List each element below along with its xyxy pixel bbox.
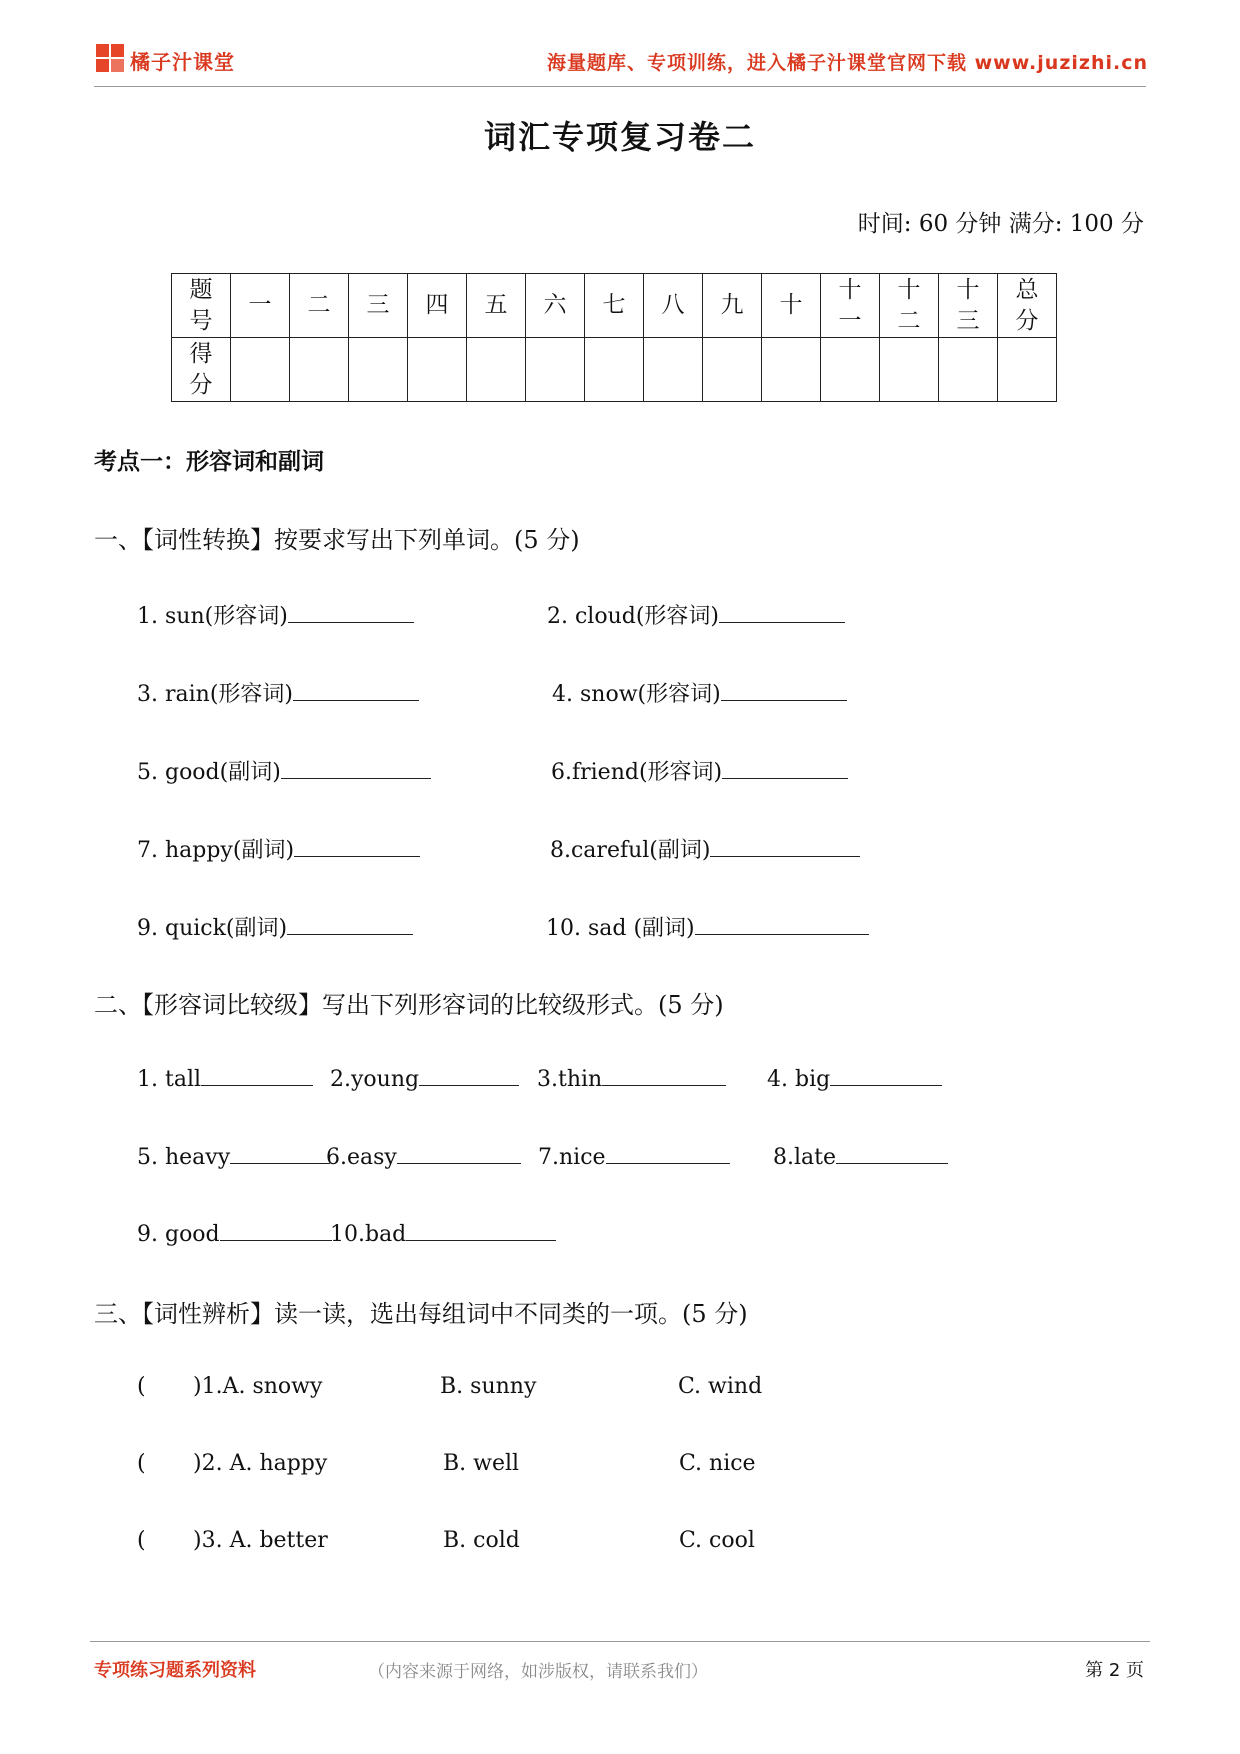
footer-copyright-note: （内容来源于网络，如涉版权，请联系我们） [368,1662,708,1682]
score-cell[interactable] [939,338,998,402]
question-item: 1. tall [137,1065,313,1092]
answer-blank[interactable] [419,1065,519,1086]
table-label-number: 题 号 [172,274,231,338]
answer-blank[interactable] [719,602,845,623]
score-table [171,273,1057,402]
answer-blank[interactable] [293,680,419,701]
question-item: 8.careful(副词) [550,833,860,864]
table-col: 二 [290,274,349,338]
choice-option-c: C. cool [679,1528,755,1553]
choice-paren[interactable]: ( [137,1528,146,1553]
score-cell[interactable] [998,338,1057,402]
footer-divider [90,1641,1150,1642]
choice-option-a: )1.A. snowy [193,1374,323,1399]
answer-blank[interactable] [606,1143,730,1164]
score-cell[interactable] [762,338,821,402]
score-cell[interactable] [408,338,467,402]
question-item: 5. good(副词) [137,755,431,786]
section1-heading: 一、【词性转换】按要求写出下列单词。(5 分) [94,526,580,554]
table-col: 十 一 [821,274,880,338]
table-col: 四 [408,274,467,338]
time-info: 时间: 60 分钟 满分: 100 分 [857,211,1144,237]
question-item: 7. happy(副词) [137,833,420,864]
table-col: 八 [644,274,703,338]
answer-blank[interactable] [695,914,869,935]
question-item: 5. heavy [137,1143,330,1170]
answer-blank[interactable] [220,1220,332,1241]
brand-name: 橘子汁课堂 [130,50,235,74]
choice-option-a: )3. A. better [193,1528,328,1553]
choice-option-a: )2. A. happy [193,1451,328,1476]
table-col: 十 二 [880,274,939,338]
table-col: 一 [231,274,290,338]
answer-blank[interactable] [288,602,414,623]
question-item: 9. quick(副词) [137,911,413,942]
section2-heading: 二、【形容词比较级】写出下列形容词的比较级形式。(5 分) [94,991,724,1019]
question-item: 4. big [767,1065,942,1092]
question-item: 2. cloud(形容词) [547,599,845,630]
page-title: 词汇专项复习卷二 [483,118,756,156]
table-col: 七 [585,274,644,338]
choice-option-c: C. wind [678,1374,763,1399]
question-item: 6.friend(形容词) [551,755,848,786]
score-table-header-row [172,274,1057,338]
answer-blank[interactable] [836,1143,948,1164]
answer-blank[interactable] [406,1220,556,1241]
table-col: 三 [349,274,408,338]
header-slogan: 海量题库、专项训练，进入橘子汁课堂官网下载 www.juzizhi.cn [547,52,1148,74]
score-cell[interactable] [644,338,703,402]
question-item: 10. sad (副词) [546,911,869,942]
answer-blank[interactable] [287,914,413,935]
section3-heading: 三、【词性辨析】读一读，选出每组词中不同类的一项。(5 分) [94,1300,748,1328]
question-item: 10.bad [330,1220,556,1247]
question-item: 7.nice [538,1143,730,1170]
choice-paren[interactable]: ( [137,1451,146,1476]
score-cell[interactable] [231,338,290,402]
table-col: 五 [467,274,526,338]
topic-heading: 考点一：形容词和副词 [94,448,324,475]
question-item: 2.young [330,1065,519,1092]
choice-option-b: B. well [443,1451,520,1476]
score-cell[interactable] [880,338,939,402]
question-item: 8.late [773,1143,948,1170]
question-item: 6.easy [326,1143,521,1170]
score-cell[interactable] [526,338,585,402]
table-col: 总 分 [998,274,1057,338]
answer-blank[interactable] [710,836,860,857]
score-cell[interactable] [703,338,762,402]
table-label-score: 得 分 [172,338,231,402]
score-cell[interactable] [467,338,526,402]
question-item: 9. good [137,1220,332,1247]
page-number: 第 2 页 [1085,1660,1144,1681]
question-item: 1. sun(形容词) [137,599,414,630]
table-col: 十 [762,274,821,338]
choice-option-c: C. nice [679,1451,756,1476]
choice-option-b: B. cold [443,1528,520,1553]
answer-blank[interactable] [397,1143,521,1164]
answer-blank[interactable] [722,758,848,779]
choice-option-b: B. sunny [440,1374,537,1399]
answer-blank[interactable] [230,1143,330,1164]
table-col: 十 三 [939,274,998,338]
logo-icon [96,44,126,74]
score-cell[interactable] [821,338,880,402]
question-item: 3.thin [537,1065,726,1092]
score-cell[interactable] [585,338,644,402]
score-table-score-row [172,338,1057,402]
table-col: 九 [703,274,762,338]
answer-blank[interactable] [294,836,420,857]
answer-blank[interactable] [281,758,431,779]
answer-blank[interactable] [721,680,847,701]
question-item: 3. rain(形容词) [137,677,419,708]
footer-series-label: 专项练习题系列资料 [94,1660,256,1681]
question-item: 4. snow(形容词) [552,677,847,708]
score-cell[interactable] [349,338,408,402]
answer-blank[interactable] [602,1065,726,1086]
score-cell[interactable] [290,338,349,402]
choice-paren[interactable]: ( [137,1374,146,1399]
table-col: 六 [526,274,585,338]
answer-blank[interactable] [830,1065,942,1086]
header-divider [94,86,1146,87]
answer-blank[interactable] [201,1065,313,1086]
